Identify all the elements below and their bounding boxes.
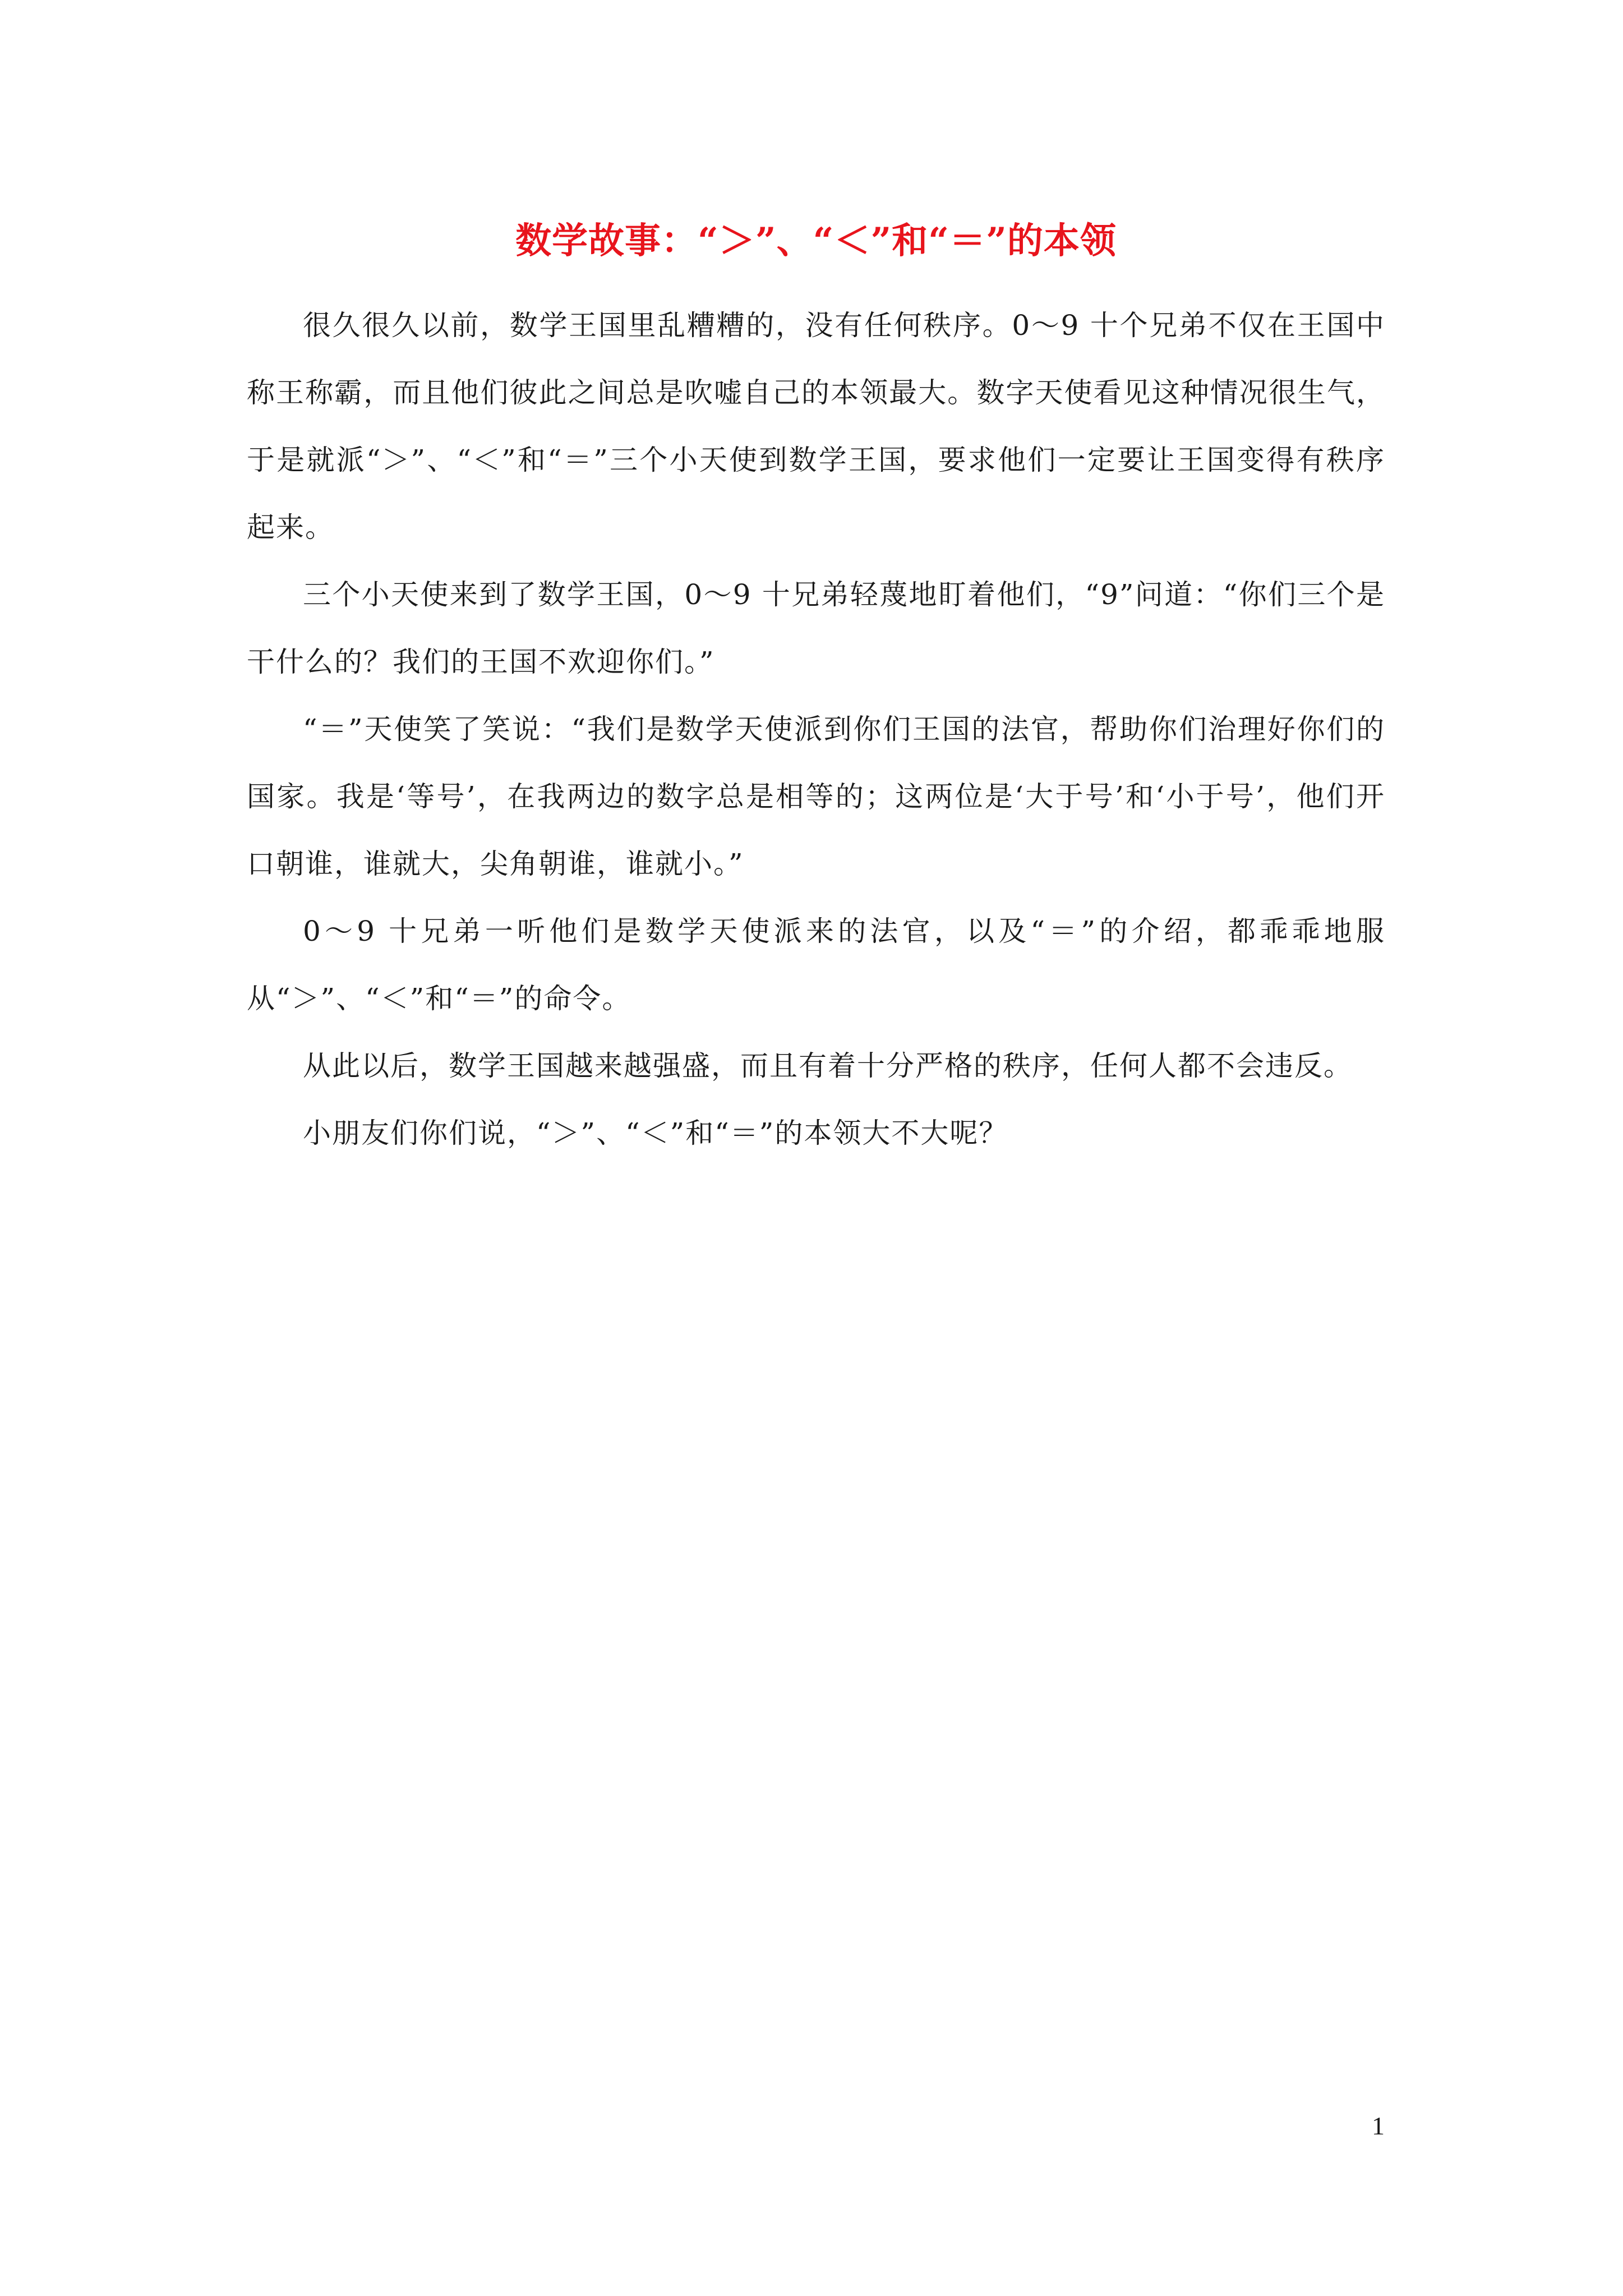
- paragraph: 很久很久以前，数学王国里乱糟糟的，没有任何秩序。0～9 十个兄弟不仅在王国中称王称霸，而且他们彼此之间总是吹嘘自己的本领最大。数字天使看见这种情况很生气，于是就派“＞”、“＜”和“＝”三个小天使到数学王国，要求他们一定要让王国变得有秩序起来。: [247, 309, 1385, 544]
- paragraph: 从此以后，数学王国越来越强盛，而且有着十分严格的秩序，任何人都不会违反。: [303, 1050, 1353, 1082]
- paragraph: 三个小天使来到了数学王国，0～9 十兄弟轻蔑地盯着他们，“9”问道：“你们三个是干什么的？我们的王国不欢迎你们。”: [247, 578, 1385, 678]
- paragraph: “＝”天使笑了笑说：“我们是数学天使派到你们王国的法官，帮助你们治理好你们的国家。我是‘等号’，在我两边的数字总是相等的；这两位是‘大于号’和‘小于号’，他们开口朝谁，谁就大，尖角朝谁，谁就小。”: [247, 713, 1385, 880]
- page-number: 1: [1372, 2111, 1385, 2140]
- paragraph: 0～9 十兄弟一听他们是数学天使派来的法官，以及“＝”的介绍，都乖乖地服从“＞”、“＜”和“＝”的命令。: [247, 915, 1385, 1015]
- document-title: 数学故事：“＞”、“＜”和“＝”的本领: [515, 220, 1117, 262]
- paragraph: 小朋友们你们说，“＞”、“＜”和“＝”的本领大不大呢？: [303, 1117, 1008, 1149]
- document-body: [247, 292, 1385, 1167]
